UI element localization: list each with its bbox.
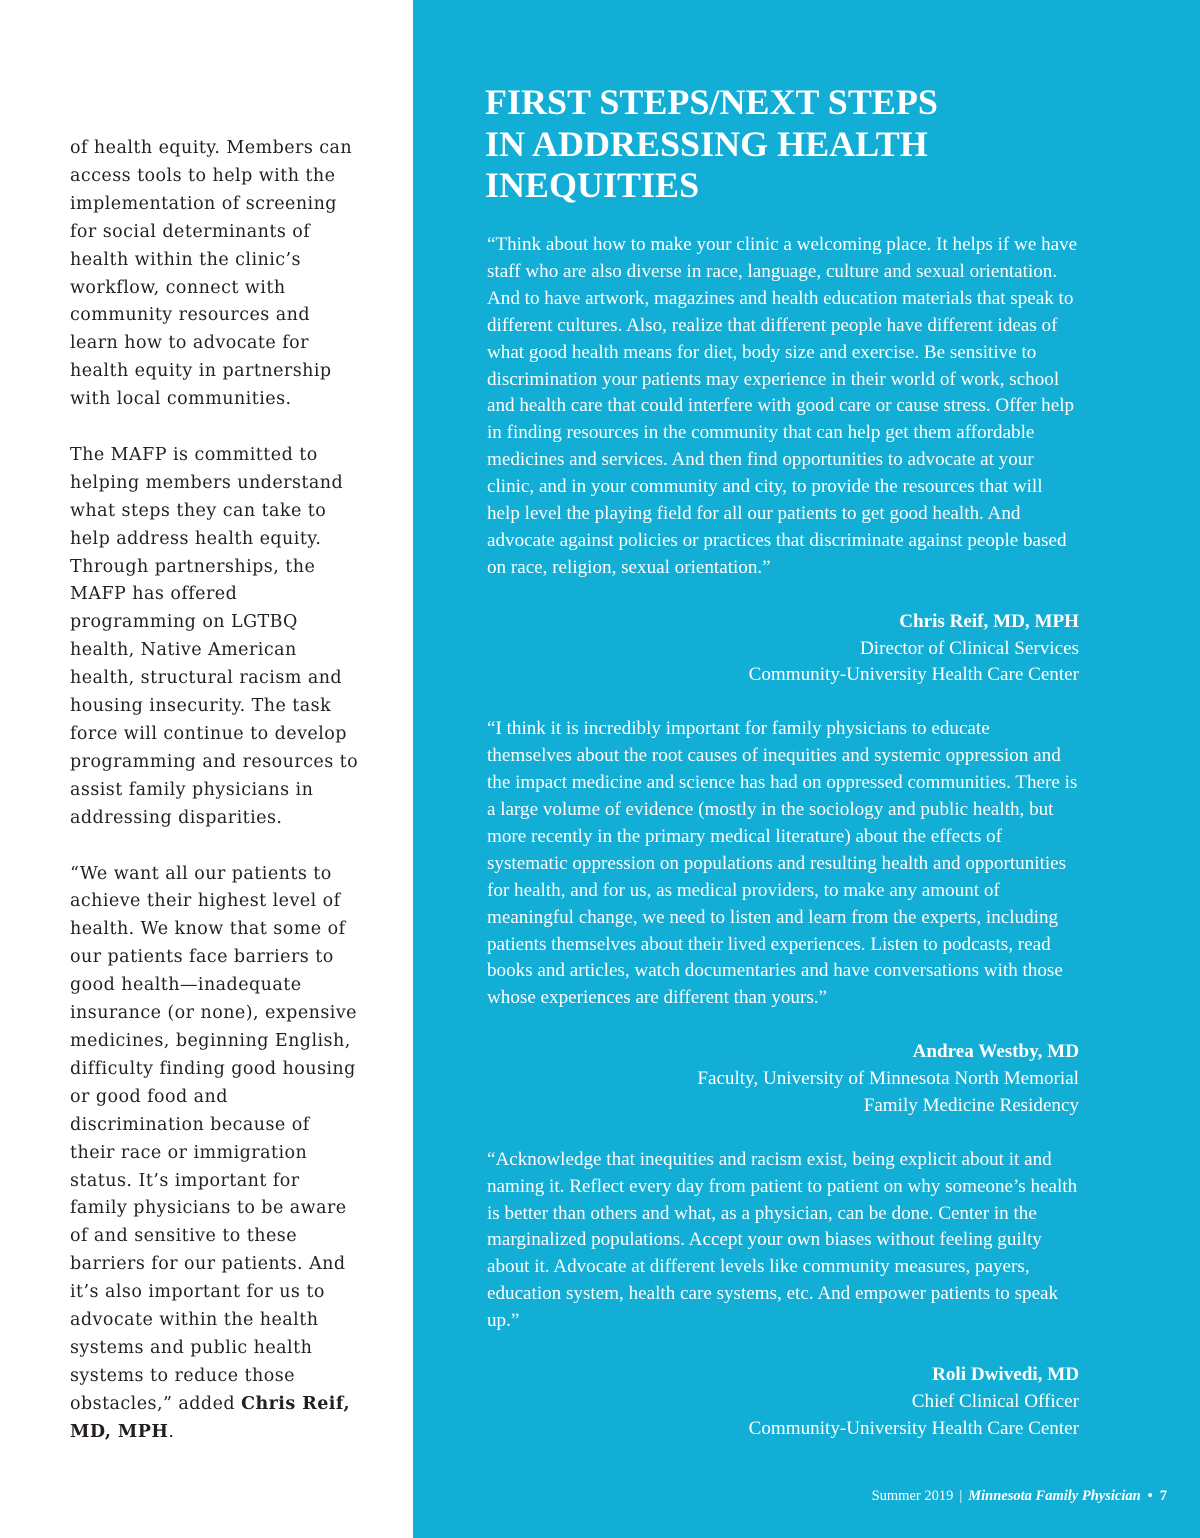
- quote-attribution: [487, 1362, 1079, 1443]
- closing-period: .: [168, 1421, 175, 1442]
- article-closing-paragraph: [70, 861, 360, 1447]
- attribution-role: Director of Clinical Services: [860, 637, 1079, 659]
- attribution-organization: Family Medicine Residency: [863, 1094, 1079, 1116]
- article-paragraph: The MAFP is committed to helping members understand what steps they can take to help address health equity. Through partnerships, the MAFP has offered programming on LGTBQ health, Native American health, structural racism and housing insecurity. The task force will continue to develop programming and resources to assist family physicians in addressing disparities.: [70, 444, 359, 828]
- article-paragraph: of health equity. Members can access tools to help with the implementation of screening for social determinants of health within the clinic’s workflow, connect with community resources and learn how to advocate for health equity in partnership with local communities.: [70, 138, 353, 410]
- page-number: 7: [1159, 1488, 1167, 1504]
- quote-attribution: [487, 609, 1079, 690]
- footer-publication: Minnesota Family Physician: [968, 1488, 1141, 1504]
- quote-text: “Think about how to make your clinic a welcoming place. It helps if we have staff who are also diverse in race, language, culture and sexual orientation. And to have artwork, magazines and health education materials that speak to different cultures. Also, realize that different people have different ideas of what good health means for diet, body size and exercise. Be sensitive to discrimination your patients may experience in their world of work, school and health care that could interfere with good care or cause stress. Offer help in finding resources in the community that can help get them affordable medicines and services. And then find opportunities to advocate at your clinic, and in your community and city, to provide the resources that will help level the playing field for all our patients to get good health. And advocate against policies or practices that discriminate against people based on race, religion, sexual orientation.”: [487, 234, 1078, 578]
- footer-bullet: •: [1147, 1488, 1153, 1504]
- closing-quote-text: “We want all our patients to achieve their highest level of health. We know that some of our patients face barriers to good health—inadequate insurance (or none), expensive medicines, beginning English, difficulty finding good housing or good food and discrimination because of their race or immigration status. It’s important for family physicians to be aware of and sensitive to these barriers for our patients. And it’s also important for us to advocate within the health systems and public health systems to reduce those obstacles,” added: [70, 863, 357, 1414]
- attribution-name: Andrea Westby, MD: [912, 1041, 1079, 1063]
- quote-text: “I think it is incredibly important for family physicians to educate themselves about the root causes of inequities and systemic oppression and the impact medicine and science has had on oppressed communities. There is a large volume of evidence (mostly in the sociology and public health, but more recently in the primary medical literature) about the effects of systematic oppression on populations and resulting health and opportunities for health, and for us, as medical providers, to make any amount of meaningful change, we need to listen and learn from the experts, including patients themselves about their lived experiences. Listen to podcasts, read books and articles, watch documentaries and have conversations with those whose experiences are different than yours.”: [487, 718, 1078, 1009]
- quote-text: “Acknowledge that inequities and racism exist, being explicit about it and naming it. Reflect every day from patient to patient on why someone’s health is better than others and what, as a physician, can be done. Center in the marginalized populations. Accept your own biases without feeling guilty about it. Advocate at different levels like community measures, payers, education system, health care systems, etc. And empower patients to speak up.”: [487, 1148, 1078, 1332]
- sidebar-panel: [413, 0, 1200, 1538]
- footer-issue: Summer 2019: [871, 1488, 954, 1504]
- attribution-role: Faculty, University of Minnesota North Memorial: [697, 1068, 1079, 1090]
- sidebar-quotes: [487, 232, 1079, 1470]
- attribution-organization: Community-University Health Care Center: [748, 1417, 1079, 1439]
- attribution-organization: Community-University Health Care Center: [748, 664, 1079, 686]
- footer-separator: |: [959, 1488, 963, 1504]
- attribution-name: Chris Reif, MD, MPH: [899, 610, 1079, 632]
- article-body: [70, 135, 360, 1474]
- main-article-column: [0, 0, 413, 1538]
- quote-attribution: [487, 1039, 1079, 1120]
- sidebar-title: FIRST STEPS/NEXT STEPS IN ADDRESSING HEALTH INEQUITIES: [485, 82, 938, 205]
- page-footer: [872, 1486, 1167, 1506]
- attribution-role: Chief Clinical Officer: [911, 1390, 1079, 1412]
- attribution-name: Roli Dwivedi, MD: [932, 1363, 1079, 1385]
- closing-quote-author: Chris Reif, MD, MPH: [70, 1393, 351, 1442]
